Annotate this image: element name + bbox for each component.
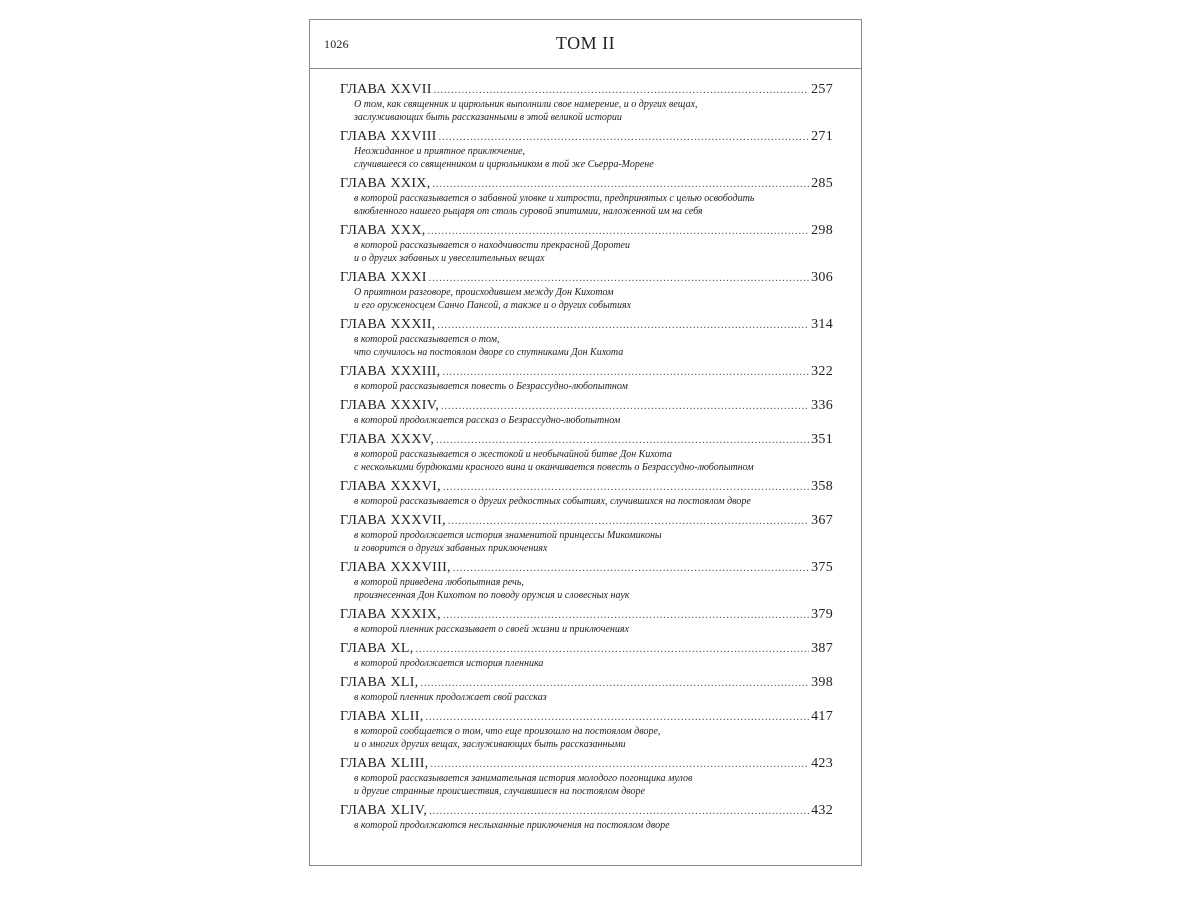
dot-leader (428, 223, 810, 240)
chapter-page-number: 432 (811, 803, 833, 818)
toc-entry-head (340, 512, 833, 529)
description-line: и о других забавных и увеселительных вещах (354, 253, 545, 264)
description-line: в которой сообщается о том, что еще произошло на постоялом дворе, (354, 726, 661, 737)
dot-leader (443, 607, 809, 624)
chapter-title: ГЛАВА XXVII (340, 82, 432, 97)
chapter-page-number: 306 (811, 270, 833, 285)
chapter-title: ГЛАВА XLI, (340, 675, 419, 690)
chapter-page-number: 298 (811, 223, 833, 238)
chapter-title: ГЛАВА XLIII, (340, 756, 429, 771)
description-line: случившееся со священником и цирюльником в той же Сьерра-Морене (354, 159, 654, 170)
toc-entry (340, 363, 833, 393)
description-line: в которой рассказывается о забавной уловке и хитрости, предпринятых с целью освободить (354, 193, 755, 204)
chapter-title: ГЛАВА XXXIX, (340, 607, 441, 622)
toc-entry (340, 755, 833, 798)
dot-leader (436, 432, 809, 449)
description-line: влюбленного нашего рыцаря от столь суровой эпитимии, наложенной им на себя (354, 206, 703, 217)
chapter-description (354, 98, 833, 124)
dot-leader (442, 364, 809, 381)
description-line: в которой пленник продолжает свой рассказ (354, 692, 547, 703)
dot-leader (421, 675, 810, 692)
toc-entry (340, 640, 833, 670)
chapter-description (354, 819, 833, 832)
chapter-page-number: 336 (811, 398, 833, 413)
description-line: в которой пленник рассказывает о своей жизни и приключениях (354, 624, 629, 635)
toc-entry-head (340, 674, 833, 691)
chapter-title: ГЛАВА XXXVIII, (340, 560, 451, 575)
dot-leader (437, 317, 809, 334)
chapter-title: ГЛАВА XXXIV, (340, 398, 440, 413)
chapter-description (354, 495, 833, 508)
description-line: в которой рассказывается о жестокой и необычайной битве Дон Кихота (354, 449, 672, 460)
chapter-description (354, 239, 833, 265)
chapter-page-number: 257 (811, 82, 833, 97)
description-line: в которой рассказывается о находчивости прекрасной Доротеи (354, 240, 630, 251)
volume-title: ТОМ II (555, 33, 616, 53)
description-line: и другие странные происшествия, случившиеся на постоялом дворе (354, 786, 645, 797)
dot-leader (439, 129, 809, 146)
toc-entry (340, 606, 833, 636)
toc-entry (340, 559, 833, 602)
toc-entry-head (340, 128, 833, 145)
toc-entry (340, 316, 833, 359)
chapter-description (354, 145, 833, 171)
chapter-page-number: 322 (811, 364, 833, 379)
chapter-title: ГЛАВА XXXIII, (340, 364, 441, 379)
toc-entry (340, 431, 833, 474)
chapter-description (354, 414, 833, 427)
dot-leader (430, 756, 809, 773)
description-line: и его оруженосцем Санчо Пансой, а также и о других событиях (354, 300, 632, 311)
toc-entry (340, 222, 833, 265)
toc-entry-head (340, 755, 833, 772)
description-line: с несколькими бурдюками красного вина и оканчивается повесть о Безрассудно-любопытном (354, 462, 754, 473)
chapter-page-number: 271 (811, 129, 833, 144)
description-line: что случилось на постоялом дворе со спутниками Дон Кихота (354, 347, 624, 358)
table-of-contents (340, 81, 833, 832)
description-line: О приятном разговоре, происходившем между Дон Кихотом (354, 287, 614, 298)
toc-entry-head (340, 431, 833, 448)
chapter-page-number: 351 (811, 432, 833, 447)
toc-entry-head (340, 316, 833, 333)
chapter-description (354, 725, 833, 751)
description-line: в которой рассказывается занимательная история молодого погонщика мулов (354, 773, 693, 784)
toc-entry (340, 512, 833, 555)
toc-entry-head (340, 478, 833, 495)
page-header (310, 20, 861, 69)
chapter-page-number: 367 (811, 513, 833, 528)
description-line: в которой продолжается история пленника (354, 658, 544, 669)
toc-entry (340, 81, 833, 124)
chapter-page-number: 379 (811, 607, 833, 622)
toc-entry-head (340, 606, 833, 623)
dot-leader (429, 803, 809, 820)
chapter-title: ГЛАВА XXXVI, (340, 479, 441, 494)
description-line: в которой продолжается рассказ о Безрассудно-любопытном (354, 415, 621, 426)
chapter-description (354, 380, 833, 393)
toc-entry-head (340, 640, 833, 657)
description-line: в которой приведена любопытная речь, (354, 577, 524, 588)
toc-entry-head (340, 363, 833, 380)
chapter-description (354, 772, 833, 798)
chapter-title: ГЛАВА XXVIII (340, 129, 437, 144)
toc-entry (340, 175, 833, 218)
description-line: произнесенная Дон Кихотом по поводу оружия и словесных наук (354, 590, 630, 601)
chapter-description (354, 529, 833, 555)
chapter-title: ГЛАВА XLII, (340, 709, 424, 724)
dot-leader (426, 709, 810, 726)
chapter-page-number: 375 (811, 560, 833, 575)
description-line: в которой рассказывается о других редкостных событиях, случившихся на постоялом дворе (354, 496, 751, 507)
description-line: в которой продолжается история знаменитой принцессы Микомиконы (354, 530, 662, 541)
chapter-page-number: 285 (811, 176, 833, 191)
description-line: О том, как священник и цирюльник выполнили свое намерение, и о других вещах, (354, 99, 698, 110)
book-page (309, 19, 862, 866)
chapter-description (354, 657, 833, 670)
toc-entry-head (340, 397, 833, 414)
toc-entry (340, 128, 833, 171)
chapter-title: ГЛАВА XXX, (340, 223, 426, 238)
page-number: 1026 (324, 37, 349, 51)
dot-leader (416, 641, 810, 658)
chapter-page-number: 358 (811, 479, 833, 494)
chapter-title: ГЛАВА XLIV, (340, 803, 428, 818)
toc-entry (340, 478, 833, 508)
chapter-description (354, 286, 833, 312)
toc-entry-head (340, 559, 833, 576)
chapter-page-number: 417 (811, 709, 833, 724)
dot-leader (429, 270, 809, 287)
description-line: и о многих других вещах, заслуживающих быть рассказанными (354, 739, 626, 750)
chapter-description (354, 333, 833, 359)
chapter-page-number: 314 (811, 317, 833, 332)
description-line: и говорится о других забавных приключениях (354, 543, 548, 554)
chapter-description (354, 623, 833, 636)
chapter-description (354, 691, 833, 704)
toc-entry (340, 397, 833, 427)
chapter-description (354, 448, 833, 474)
toc-entry-head (340, 708, 833, 725)
chapter-page-number: 387 (811, 641, 833, 656)
dot-leader (433, 176, 810, 193)
toc-entry (340, 708, 833, 751)
toc-entry (340, 269, 833, 312)
toc-entry-head (340, 222, 833, 239)
chapter-title: ГЛАВА XXXVII, (340, 513, 446, 528)
toc-entry-head (340, 81, 833, 98)
chapter-title: ГЛАВА XL, (340, 641, 414, 656)
chapter-description (354, 576, 833, 602)
chapter-page-number: 398 (811, 675, 833, 690)
description-line: в которой рассказывается о том, (354, 334, 500, 345)
chapter-title: ГЛАВА XXXII, (340, 317, 436, 332)
toc-entry-head (340, 802, 833, 819)
dot-leader (448, 513, 809, 530)
description-line: в которой рассказывается повесть о Безрассудно-любопытном (354, 381, 628, 392)
dot-leader (443, 479, 809, 496)
description-line: Неожиданное и приятное приключение, (354, 146, 526, 157)
toc-entry-head (340, 175, 833, 192)
chapter-description (354, 192, 833, 218)
description-line: в которой продолжаются неслыханные приключения на постоялом дворе (354, 820, 670, 831)
chapter-page-number: 423 (811, 756, 833, 771)
dot-leader (453, 560, 809, 577)
description-line: заслуживающих быть рассказанными в этой великой истории (354, 112, 622, 123)
toc-entry (340, 802, 833, 832)
dot-leader (434, 82, 809, 99)
chapter-title: ГЛАВА XXIX, (340, 176, 431, 191)
toc-entry (340, 674, 833, 704)
chapter-title: ГЛАВА XXXV, (340, 432, 435, 447)
toc-entry-head (340, 269, 833, 286)
chapter-title: ГЛАВА XXXI (340, 270, 427, 285)
dot-leader (441, 398, 809, 415)
